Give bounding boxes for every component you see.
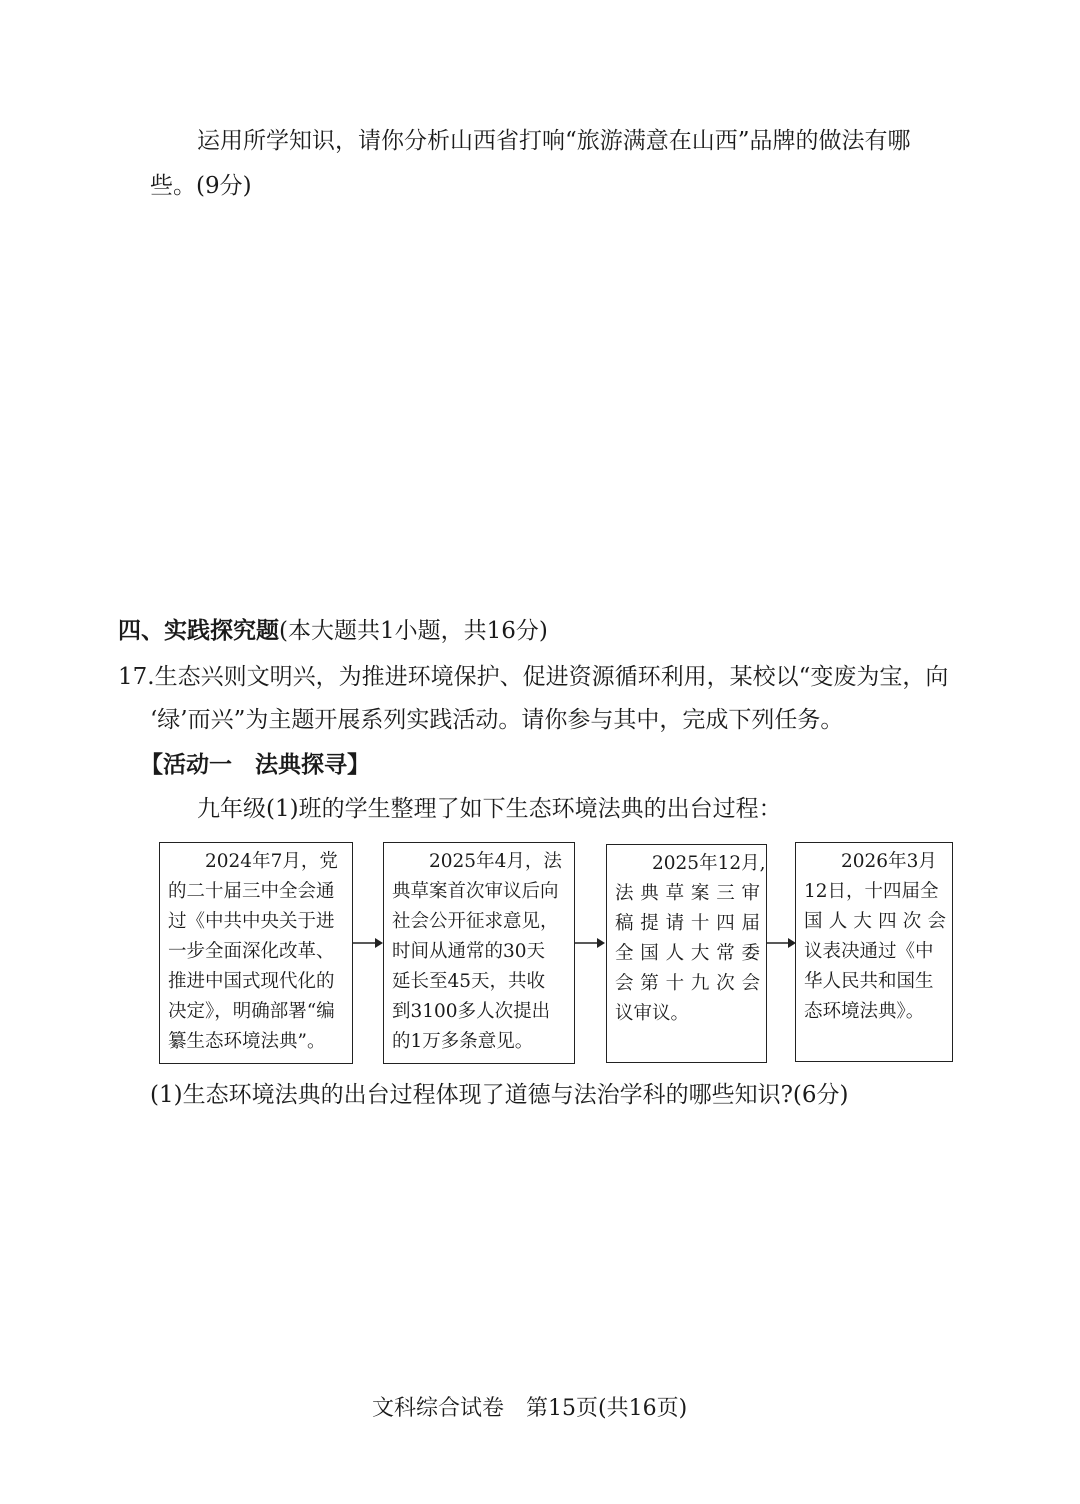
flow-box-1-line: 2024年7月，党 xyxy=(205,851,338,872)
flow-box-2-line: 的1万多条意见。 xyxy=(392,1031,534,1052)
flow-box-2-line: 时间从通常的30天 xyxy=(392,941,546,962)
flow-box-1-line: 推进中国式现代化的 xyxy=(168,971,335,992)
arrow-right-icon xyxy=(575,936,607,950)
flow-box-1-line: 的二十届三中全会通 xyxy=(168,881,335,902)
flow-box-4-line: 国人大四次会 xyxy=(804,911,946,932)
flow-box-1-line: 决定》，明确部署“编 xyxy=(168,1001,335,1022)
flow-box-1-line: 一步全面深化改革、 xyxy=(168,941,335,962)
arrow-right-icon xyxy=(353,936,385,950)
flow-box-1-line: 过《中共中央关于进 xyxy=(168,911,335,932)
section-heading xyxy=(118,618,548,646)
q17-line-2: ‘绿’而兴”为主题开展系列实践活动。请你参与其中，完成下列任务。 xyxy=(150,707,844,733)
section-title: 四、实践探究题 xyxy=(118,618,279,644)
flow-box-2-line: 延长至45天，共收 xyxy=(392,971,546,992)
flow-box-1-line: 纂生态环境法典”。 xyxy=(168,1031,326,1052)
flow-box-3-line: 议审议。 xyxy=(615,1003,690,1024)
flow-box-2-line: 社会公开征求意见， xyxy=(392,911,559,932)
flow-box-2-line: 典草案首次审议后向 xyxy=(392,881,559,902)
arrow-right-icon xyxy=(766,936,798,950)
intro-line-1: 运用所学知识，请你分析山西省打响“旅游满意在山西”品牌的做法有哪 xyxy=(197,128,911,154)
intro-line-2: 些。(9分) xyxy=(150,173,252,199)
section-note: (本大题共1小题，共16分) xyxy=(279,618,548,644)
flow-box-4-line: 议表决通过《中 xyxy=(804,941,934,962)
flow-box-2-line: 到3100多人次提出 xyxy=(392,1001,551,1022)
flow-box-3-line: 2025年12月, xyxy=(652,853,766,874)
activity1-intro: 九年级(1)班的学生整理了如下生态环境法典的出台过程： xyxy=(197,796,782,822)
flow-box-3-line: 会第十九次会 xyxy=(615,973,760,994)
flow-box-3 xyxy=(606,844,767,1063)
flow-box-4-line: 12日，十四届全 xyxy=(804,881,939,902)
flow-box-1 xyxy=(159,842,353,1064)
page-footer: 文科综合试卷 第15页(共16页) xyxy=(372,1396,688,1421)
activity1-title: 【活动一 法典探寻】 xyxy=(140,752,370,778)
flow-box-4-line: 华人民共和国生 xyxy=(804,971,934,992)
flow-box-2-line: 2025年4月，法 xyxy=(429,851,562,872)
flow-box-3-line: 法典草案三审 xyxy=(615,883,760,904)
flow-box-3-line: 全国人大常委 xyxy=(615,943,760,964)
q17-line-1: 17.生态兴则文明兴，为推进环境保护、促进资源循环利用，某校以“变废为宝，向 xyxy=(118,664,949,690)
flow-box-4-line: 2026年3月 xyxy=(841,851,937,872)
flow-box-4-line: 态环境法典》。 xyxy=(804,1001,925,1022)
flow-box-4 xyxy=(795,842,953,1062)
sub-question-1: (1)生态环境法典的出台过程体现了道德与法治学科的哪些知识?(6分) xyxy=(150,1082,849,1108)
flow-box-2 xyxy=(383,842,575,1064)
flow-box-3-line: 稿提请十四届 xyxy=(615,913,760,934)
